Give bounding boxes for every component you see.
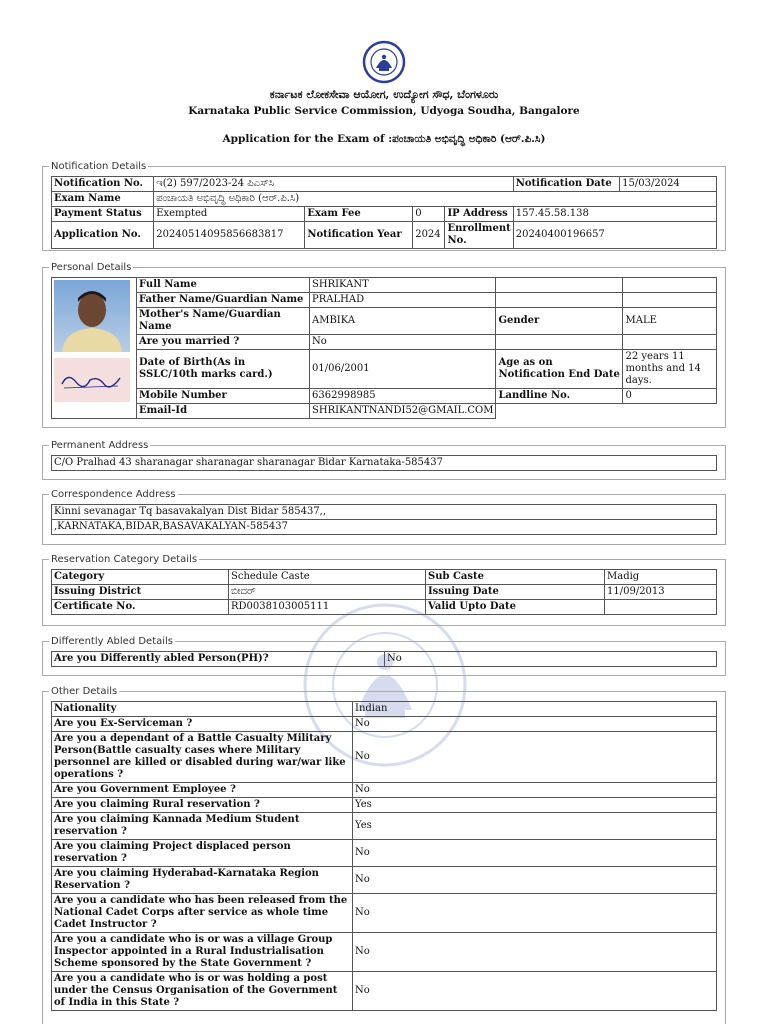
other-answer: No (353, 783, 717, 798)
other-question: Are you claiming Kannada Medium Student reservation ? (52, 813, 353, 840)
exam-name-value: ಪಂಚಾಯತಿ ಅಭಿವೃದ್ಧಿ ಅಧಿಕಾರಿ (ಆರ್.ಪಿ.ಸಿ) (154, 192, 717, 207)
other-answer: No (353, 933, 717, 972)
category-label: Category (52, 570, 229, 585)
table-row (52, 652, 717, 667)
table-row (52, 702, 717, 717)
payment-status-label: Payment Status (52, 207, 154, 222)
personal-table (51, 277, 717, 419)
other-question: Are you a candidate who is or was a village Group Inspector appointed in a Rural Industrialisation Scheme sponsored by the State Government ? (52, 933, 353, 972)
other-answer: No (353, 894, 717, 933)
table-row (52, 350, 717, 389)
father-name-label: Father Name/Guardian Name (137, 293, 310, 308)
full-name-label: Full Name (137, 278, 310, 293)
kpsc-emblem-icon (362, 40, 406, 84)
category-value: Schedule Caste (229, 570, 426, 585)
table-row (52, 293, 717, 308)
other-question: Are you a candidate who has been released from the National Cadet Corps after service as whole time Cadet Instructor ? (52, 894, 353, 933)
table-row (52, 798, 717, 813)
issuing-date-label: Issuing Date (426, 585, 605, 600)
table-row (52, 585, 717, 600)
table-row (52, 389, 717, 404)
other-details-legend: Other Details (51, 686, 118, 697)
other-question: Are you claiming Project displaced person reservation ? (52, 840, 353, 867)
mother-name-label: Mother's Name/Guardian Name (137, 308, 310, 335)
table-row (52, 717, 717, 732)
table-row (52, 894, 717, 933)
other-answer: Yes (353, 813, 717, 840)
exam-name-label: Exam Name (52, 192, 154, 207)
dob-label: Date of Birth(As in SSLC/10th marks card.) (137, 350, 310, 389)
mobile-value: 6362998985 (310, 389, 496, 404)
application-no-label: Application No. (52, 222, 154, 249)
sub-caste-value: Madig (605, 570, 717, 585)
exam-fee-value: 0 (413, 207, 445, 222)
married-label: Are you married ? (137, 335, 310, 350)
age-label: Age as on Notification End Date (496, 350, 623, 389)
table-row (52, 505, 717, 520)
mobile-label: Mobile Number (137, 389, 310, 404)
notification-year-label: Notification Year (305, 222, 413, 249)
photo-signature-cell (52, 278, 137, 419)
certificate-no-label: Certificate No. (52, 600, 229, 615)
differently-abled-answer: No (385, 652, 717, 667)
table-row (52, 570, 717, 585)
correspondence-address-section (42, 489, 726, 545)
table-row (52, 813, 717, 840)
enrollment-no-value: 20240400196657 (513, 222, 716, 249)
notification-details-section (42, 161, 726, 251)
ip-address-value: 157.45.58.138 (513, 207, 716, 222)
table-row (52, 972, 717, 1011)
married-value: No (310, 335, 496, 350)
table-row (52, 520, 717, 535)
other-question: Are you a candidate who is or was holding a post under the Census Organisation of the Government of India in this State ? (52, 972, 353, 1011)
differently-abled-question: Are you Differently abled Person(PH)? (52, 652, 385, 667)
sub-caste-label: Sub Caste (426, 570, 605, 585)
correspondence-address-line2: ,KARNATAKA,BIDAR,BASAVAKALYAN-585437 (52, 520, 717, 535)
full-name-value: SHRIKANT (310, 278, 496, 293)
other-answer: Indian (353, 702, 717, 717)
notification-no-value: ಇ(2) 597/2023-24 ಪಿಎಸ್‌ಸಿ (154, 177, 514, 192)
table-row (52, 783, 717, 798)
notification-year-value: 2024 (413, 222, 445, 249)
candidate-photo (54, 280, 130, 352)
permanent-address-value: C/O Pralhad 43 sharanagar sharanagar sharanagar Bidar Karnataka-585437 (52, 456, 717, 471)
page-header (0, 40, 768, 146)
email-label: Email-Id (137, 404, 310, 419)
table-row (52, 278, 717, 293)
table-row (52, 308, 717, 335)
other-question: Are you a dependant of a Battle Casualty Military Person(Battle casualty cases where Military personnel are killed or disabled during war/war like operations ? (52, 732, 353, 783)
commission-title-kannada: ಕರ್ನಾಟಕ ಲೋಕಸೇವಾ ಆಯೋಗ, ಉದ್ಯೋಗ ಸೌಧ, ಬೆಂಗಳೂರು (269, 88, 499, 101)
notification-date-label: Notification Date (513, 177, 619, 192)
valid-upto-value (605, 600, 717, 615)
landline-label: Landline No. (496, 389, 623, 404)
table-row (52, 404, 717, 419)
permanent-address-section (42, 440, 726, 480)
other-answer: Yes (353, 798, 717, 813)
certificate-no-value: RD0038103005111 (229, 600, 426, 615)
candidate-signature (54, 358, 130, 402)
notification-details-legend: Notification Details (51, 161, 147, 172)
application-exam-title: Application for the Exam of :ಪಂಚಾಯತಿ ಅಭಿವೃದ್ಧಿ ಅಧಿಕಾರಿ (ಆರ್.ಪಿ.ಸಿ) (222, 133, 546, 145)
table-row (52, 867, 717, 894)
notification-table (51, 176, 717, 249)
table-row (52, 222, 717, 249)
father-name-value: PRALHAD (310, 293, 496, 308)
table-row (52, 335, 717, 350)
issuing-district-label: Issuing District (52, 585, 229, 600)
other-question: Are you claiming Rural reservation ? (52, 798, 353, 813)
differently-abled-section (42, 636, 726, 676)
email-value: SHRIKANTNANDI52@GMAIL.COM (310, 404, 496, 419)
table-row (52, 456, 717, 471)
other-question: Are you Ex-Serviceman ? (52, 717, 353, 732)
correspondence-address-legend: Correspondence Address (51, 489, 176, 500)
other-answer: No (353, 840, 717, 867)
correspondence-address-line1: Kinni sevanagar Tq basavakalyan Dist Bidar 585437,, (52, 505, 717, 520)
other-answer: No (353, 717, 717, 732)
personal-details-legend: Personal Details (51, 262, 132, 273)
other-answer: No (353, 867, 717, 894)
enrollment-no-label: Enrollment No. (445, 222, 513, 249)
other-answer: No (353, 732, 717, 783)
other-question: Nationality (52, 702, 353, 717)
table-row (52, 207, 717, 222)
issuing-district-value: ಬೀದರ್ (229, 585, 426, 600)
issuing-date-value: 11/09/2013 (605, 585, 717, 600)
other-answer: No (353, 972, 717, 1011)
age-value: 22 years 11 months and 14 days. (623, 350, 717, 389)
table-row (52, 177, 717, 192)
payment-status-value: Exempted (154, 207, 305, 222)
gender-label: Gender (496, 308, 623, 335)
notification-no-label: Notification No. (52, 177, 154, 192)
personal-details-section (42, 262, 726, 428)
other-question: Are you Government Employee ? (52, 783, 353, 798)
mother-name-value: AMBIKA (310, 308, 496, 335)
other-details-section (42, 686, 726, 1024)
other-details-table (51, 701, 717, 1011)
dob-value: 01/06/2001 (310, 350, 496, 389)
reservation-details-legend: Reservation Category Details (51, 554, 198, 565)
ip-address-label: IP Address (445, 207, 513, 222)
table-row (52, 732, 717, 783)
other-question: Are you claiming Hyderabad-Karnataka Region Reservation ? (52, 867, 353, 894)
commission-title-english: Karnataka Public Service Commission, Udyoga Soudha, Bangalore (188, 105, 580, 117)
application-no-value: 20240514095856683817 (154, 222, 305, 249)
gender-value: MALE (623, 308, 717, 335)
reservation-details-section (42, 554, 726, 626)
landline-value: 0 (623, 389, 717, 404)
exam-fee-label: Exam Fee (305, 207, 413, 222)
notification-date-value: 15/03/2024 (620, 177, 717, 192)
table-row (52, 192, 717, 207)
valid-upto-label: Valid Upto Date (426, 600, 605, 615)
permanent-address-legend: Permanent Address (51, 440, 149, 451)
differently-abled-legend: Differently Abled Details (51, 636, 174, 647)
table-row (52, 933, 717, 972)
table-row (52, 840, 717, 867)
table-row (52, 600, 717, 615)
